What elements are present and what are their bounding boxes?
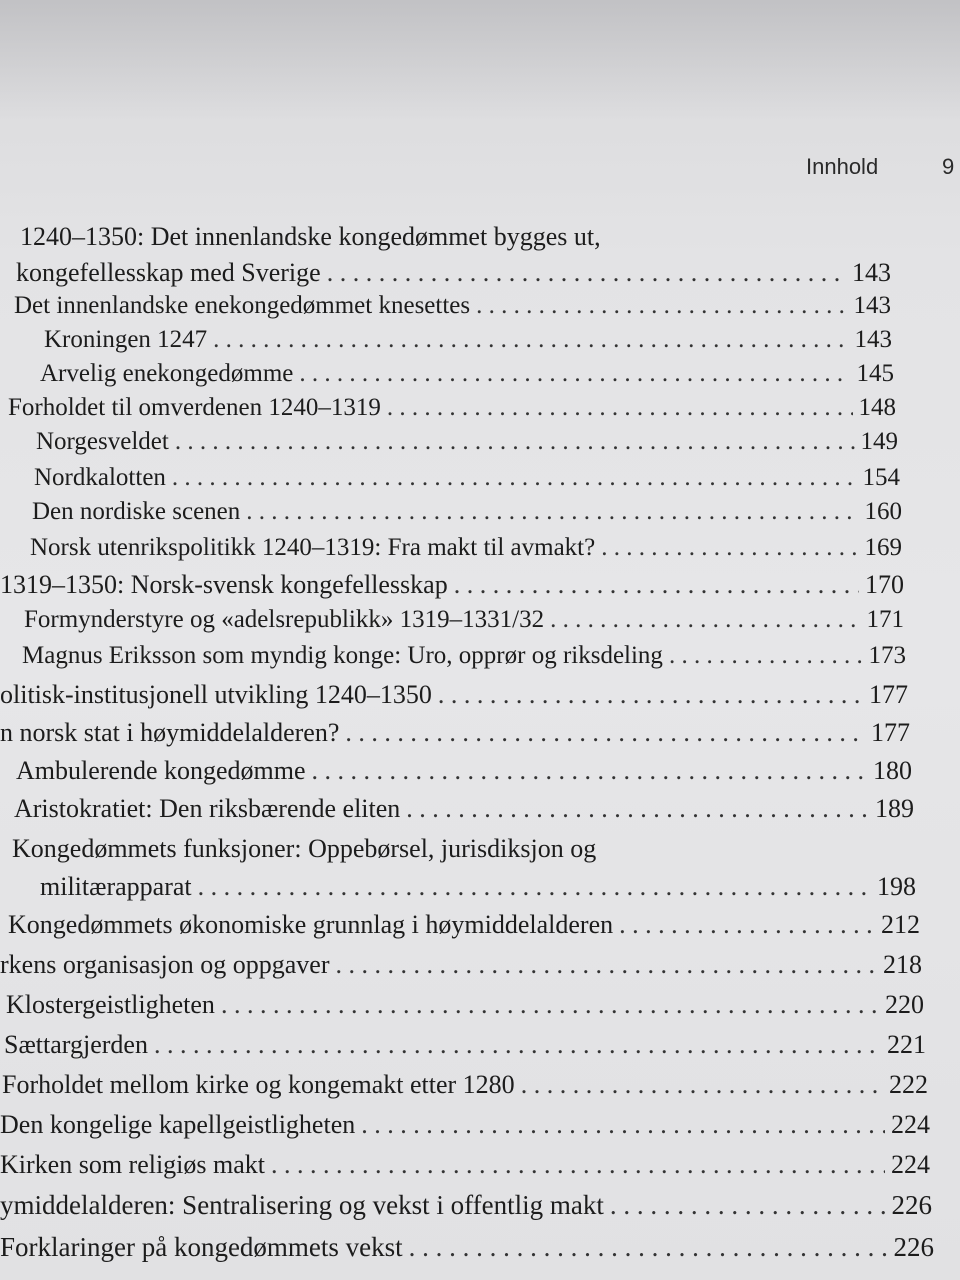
toc-entry — [40, 872, 916, 902]
dot-leader — [246, 498, 858, 526]
dot-leader — [299, 360, 850, 388]
dot-leader — [198, 872, 871, 902]
toc-entry-page: 154 — [862, 464, 900, 491]
toc-entry-page: 198 — [877, 872, 916, 901]
dot-leader — [221, 990, 879, 1020]
toc-entry-title: Klostergeistligheten — [6, 990, 215, 1019]
toc-entry — [0, 1190, 932, 1221]
toc-entry-page: 218 — [883, 950, 922, 979]
toc-entry-page: 177 — [869, 680, 908, 709]
toc-entry-title: Forholdet til omverdenen 1240–1319 — [8, 394, 381, 421]
toc-entry — [2, 1070, 928, 1100]
toc-entry-page: 170 — [865, 570, 904, 599]
toc-entry-title: Aristokratiet: Den riksbærende eliten — [14, 794, 401, 823]
toc-entry-title: kongefellesskap med Sverige — [16, 258, 321, 287]
toc-entry — [30, 534, 902, 562]
toc-entry-title: Sættargjerden — [4, 1030, 148, 1059]
toc-entry — [8, 394, 896, 422]
dot-leader — [601, 534, 858, 562]
toc-entry-title: militærapparat — [40, 872, 192, 901]
toc-entry-title: Den nordiske scenen — [32, 498, 241, 525]
toc-entry — [14, 292, 891, 320]
dot-leader — [336, 950, 877, 980]
toc-entry-page: 143 — [854, 326, 892, 353]
toc-entry-page: 224 — [891, 1150, 930, 1179]
toc-entry-title: Kongedømmets økonomiske grunnlag i høymiddelalderen — [8, 910, 614, 939]
toc-entry-title: Det innenlandske enekongedømmet knesettes — [14, 292, 471, 319]
dot-leader — [361, 1110, 885, 1140]
toc-entry — [44, 326, 892, 354]
toc-entry-page: 160 — [864, 498, 902, 525]
toc-entry-page: 145 — [856, 360, 894, 387]
toc-entry-page: 177 — [871, 718, 910, 747]
dot-leader — [172, 464, 857, 492]
toc-entry — [32, 498, 902, 526]
toc-entry — [16, 258, 891, 288]
toc-entry-page: 221 — [887, 1030, 926, 1059]
toc-entry — [16, 756, 912, 786]
dot-leader — [345, 718, 865, 748]
toc-entry — [0, 1150, 930, 1180]
toc-entry — [22, 642, 906, 670]
toc-entry — [0, 950, 922, 980]
toc-entry — [0, 718, 910, 748]
toc-entry — [6, 990, 924, 1020]
dot-leader — [271, 1150, 885, 1180]
toc-entry — [8, 910, 920, 940]
header-title: Innhold — [806, 154, 879, 179]
toc-entry — [0, 1110, 930, 1140]
toc-entry — [40, 360, 894, 388]
toc-entry-page: 220 — [885, 990, 924, 1019]
toc-entry-page: 171 — [866, 606, 904, 633]
toc-entry-title: n norsk stat i høymiddelalderen? — [0, 718, 340, 747]
toc-entry-title: Arvelig enekongedømme — [40, 360, 294, 387]
toc-entry — [36, 428, 898, 456]
dot-leader — [454, 570, 859, 600]
toc-entry-title: rkens organisasjon og oppgaver — [0, 950, 330, 979]
toc-entry — [0, 1232, 934, 1263]
dot-leader — [409, 1232, 888, 1263]
toc-entry-title: 1240–1350: Det innenlandske kongedømmet bygges ut, — [20, 222, 601, 251]
toc-entry-title: Kirken som religiøs makt — [0, 1150, 266, 1179]
toc-entry-title: 1319–1350: Norsk-svensk kongefellesskap — [0, 570, 448, 599]
dot-leader — [175, 428, 855, 456]
toc-entry — [20, 222, 601, 252]
toc-entry-title: Nordkalotten — [34, 464, 166, 491]
toc-entry — [0, 570, 904, 600]
toc-entry-page: 173 — [868, 642, 906, 669]
toc-entry-page: 212 — [881, 910, 920, 939]
dot-leader — [406, 794, 869, 824]
dot-leader — [387, 394, 853, 422]
toc-entry-title: olitisk-institusjonell utvikling 1240–1350 — [0, 680, 432, 709]
dot-leader — [327, 258, 846, 288]
dot-leader — [669, 642, 863, 670]
toc-entry-title: Forholdet mellom kirke og kongemakt etter 1280 — [2, 1070, 515, 1099]
toc-entry-page: 224 — [891, 1110, 930, 1139]
toc-entry — [4, 1030, 926, 1060]
toc-entry-title: Forklaringer på kongedømmets vekst — [0, 1232, 403, 1262]
toc-entry — [0, 680, 908, 710]
dot-leader — [476, 292, 847, 320]
toc-entry-title: Magnus Eriksson som myndig konge: Uro, opprør og riksdeling — [22, 642, 663, 669]
toc-entry — [12, 834, 596, 864]
toc-entry — [34, 464, 900, 492]
toc-entry-title: Ambulerende kongedømme — [16, 756, 306, 785]
toc-entry-page: 143 — [852, 258, 891, 287]
toc-entry-page: 180 — [873, 756, 912, 785]
dot-leader — [550, 606, 860, 634]
toc-entry — [24, 606, 904, 634]
toc-entry-title: ymiddelalderen: Sentralisering og vekst i offentlig makt — [0, 1190, 604, 1220]
toc-entry-page: 149 — [860, 428, 898, 455]
toc-entry-page: 189 — [875, 794, 914, 823]
toc-entry-page: 226 — [891, 1190, 932, 1220]
toc-entry-title: Den kongelige kapellgeistligheten — [0, 1110, 356, 1139]
toc-entry-title: Formynderstyre og «adelsrepublikk» 1319–1331/32 — [24, 606, 545, 633]
toc-entry-page: 169 — [864, 534, 902, 561]
toc-entry-title: Norsk utenrikspolitikk 1240–1319: Fra makt til avmakt? — [30, 534, 596, 561]
toc-entry-title: Kroningen 1247 — [44, 326, 208, 353]
toc-entry-title: Kongedømmets funksjoner: Oppebørsel, jurisdiksjon og — [12, 834, 597, 863]
toc-entry-page: 148 — [858, 394, 896, 421]
toc-entry-page: 226 — [893, 1232, 934, 1262]
header-page-number: 9 — [942, 154, 955, 179]
dot-leader — [154, 1030, 881, 1060]
toc-entry — [14, 794, 914, 824]
dot-leader — [438, 680, 863, 710]
dot-leader — [213, 326, 848, 354]
toc-entry-page: 143 — [853, 292, 891, 319]
dot-leader — [521, 1070, 883, 1100]
dot-leader — [610, 1190, 886, 1221]
toc-entry-page: 222 — [889, 1070, 928, 1099]
toc-entry-title: Norgesveldet — [36, 428, 169, 455]
dot-leader — [619, 910, 875, 940]
dot-leader — [312, 756, 867, 786]
